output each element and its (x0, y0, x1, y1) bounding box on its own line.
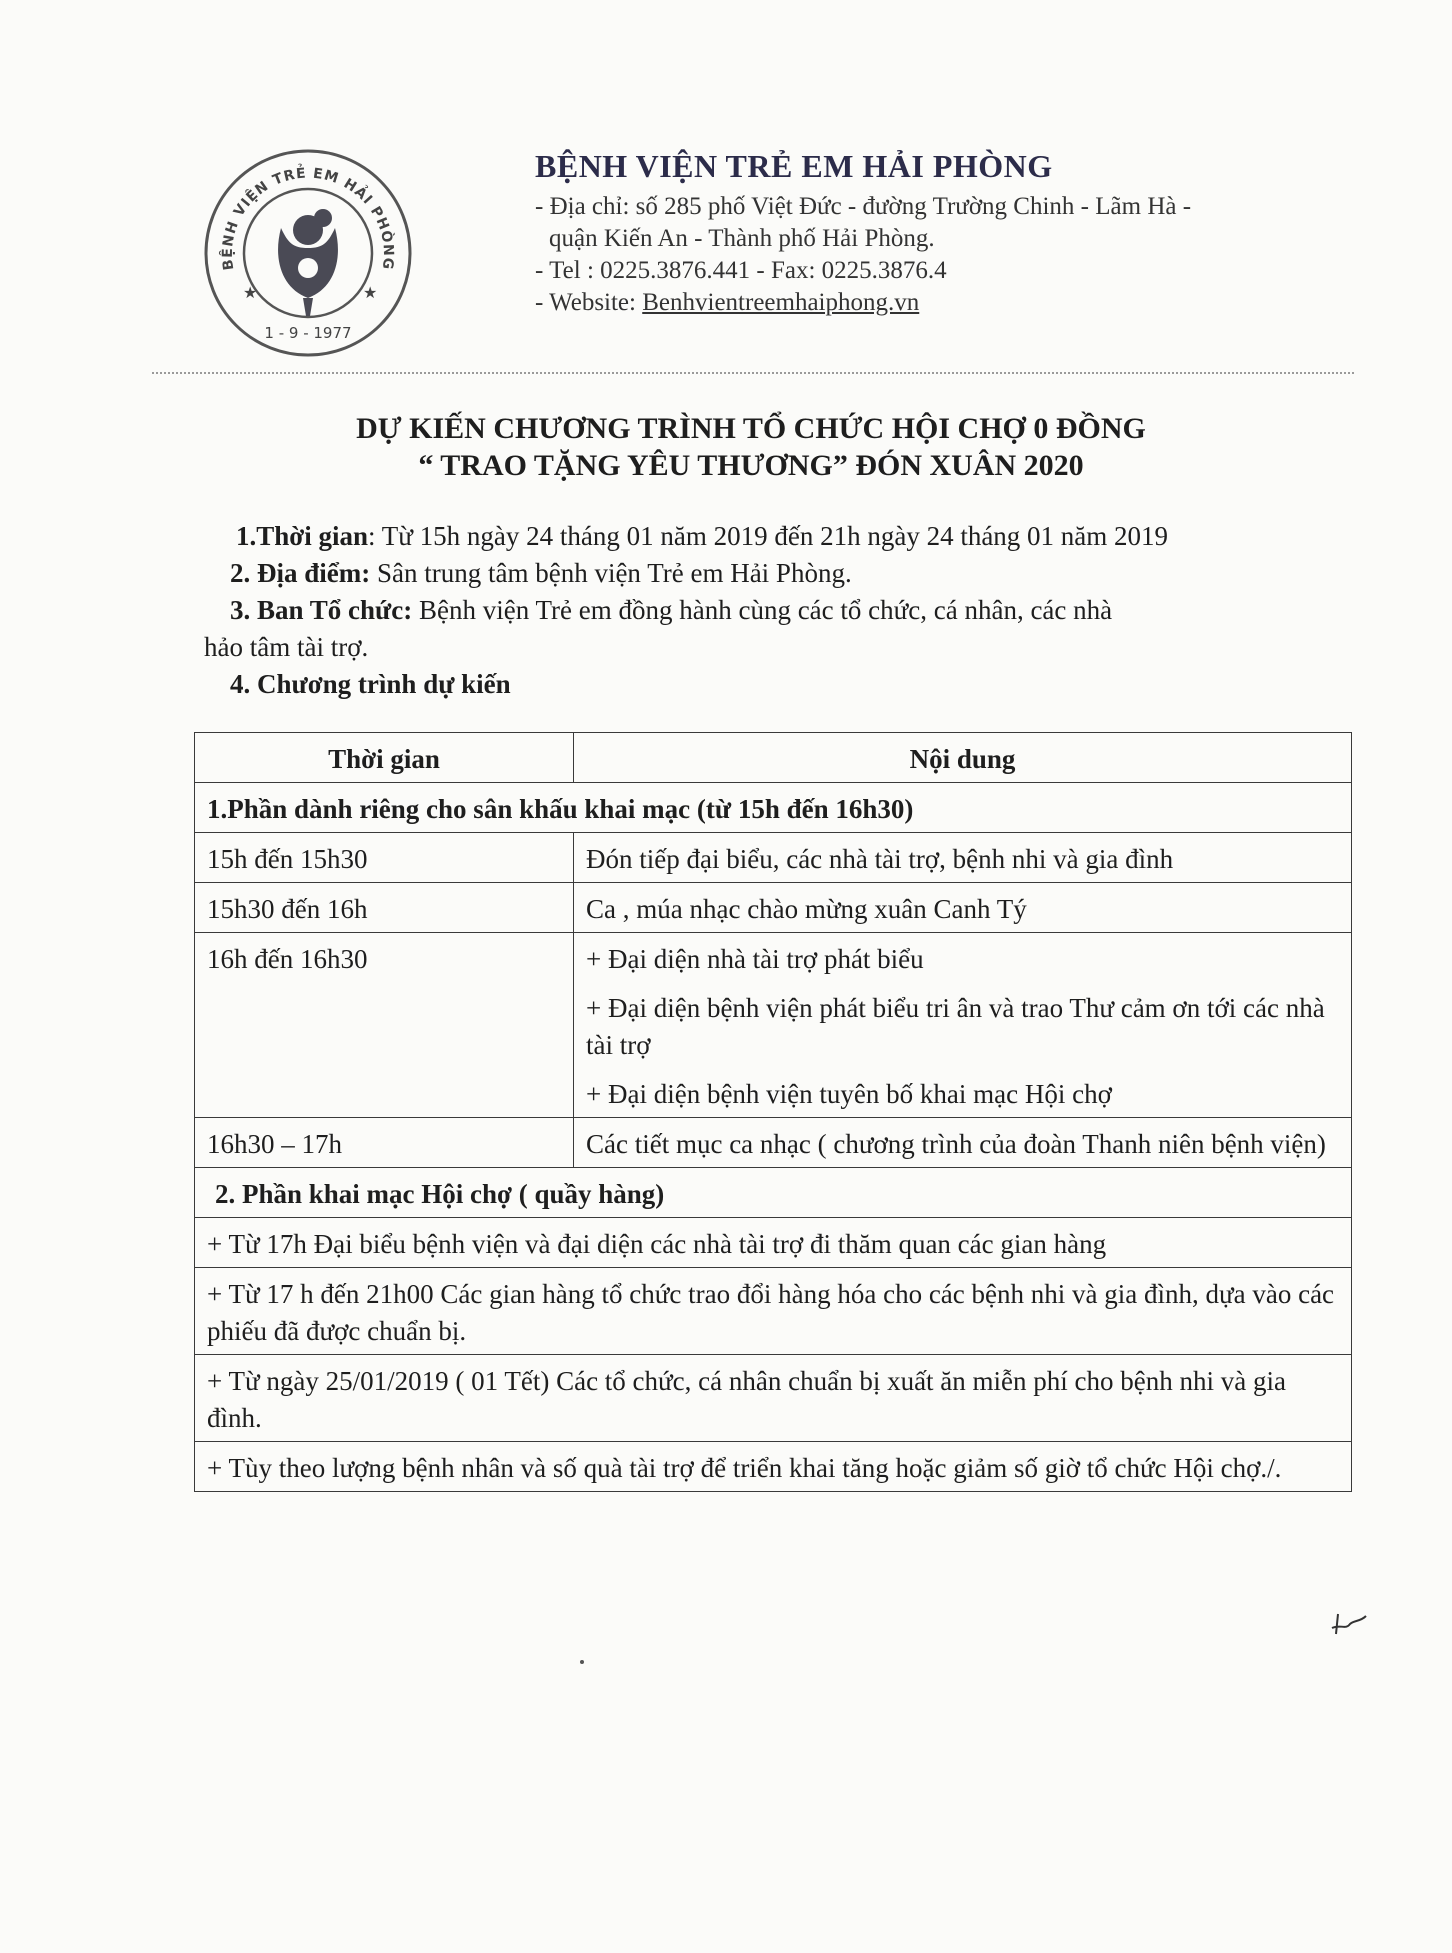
website-label: - Website: (535, 289, 643, 316)
section-time (206, 518, 1326, 555)
svg-text:1 - 9 - 1977: 1 - 9 - 1977 (264, 324, 352, 342)
section-organizer-label: 3. Ban Tổ chức: (230, 595, 413, 625)
part2-title: 2. Phần khai mạc Hội chợ ( quầy hàng) (195, 1168, 1352, 1218)
hospital-seal-logo (203, 148, 413, 358)
table-row (195, 1218, 1352, 1268)
row-content-line: + Đại diện bệnh viện phát biểu tri ân và trao Thư cảm ơn tới các nhà tài trợ (586, 993, 1325, 1060)
organization-header (535, 148, 1335, 319)
header-content: Nội dung (574, 733, 1352, 783)
section-organizer-cont: hảo tâm tài trợ. (204, 632, 369, 662)
row-content: Đón tiếp đại biểu, các nhà tài trợ, bệnh nhi và gia đình (574, 833, 1352, 883)
row-content-line: + Đại diện bệnh viện tuyên bố khai mạc Hội chợ (586, 1079, 1112, 1109)
org-name: BỆNH VIỆN TRẺ EM HẢI PHÒNG (535, 148, 1053, 184)
svg-text:BỆNH VIỆN TRẺ EM HẢI PHÒNG: BỆNH VIỆN TRẺ EM HẢI PHÒNG (219, 165, 397, 272)
title-line-1: DỰ KIẾN CHƯƠNG TRÌNH TỔ CHỨC HỘI CHỢ 0 ĐỒNG (356, 412, 1146, 445)
table-row (195, 1268, 1352, 1355)
part2-item: + Tùy theo lượng bệnh nhân và số quà tài trợ để triển khai tăng hoặc giảm số giờ tổ chức Hội chợ./. (195, 1442, 1352, 1492)
row-time: 16h đến 16h30 (195, 933, 574, 1118)
table-row (195, 1442, 1352, 1492)
part2-title-row (195, 1168, 1352, 1218)
part1-title-row (195, 783, 1352, 833)
section-program (206, 666, 1326, 703)
section-organizer-text: Bệnh viện Trẻ em đồng hành cùng các tổ chức, cá nhân, các nhà (412, 595, 1113, 625)
section-program-label: 4. Chương trình dự kiến (230, 669, 511, 699)
row-time: 16h30 – 17h (195, 1118, 574, 1168)
website-link[interactable]: Benhvientreemhaiphong.vn (642, 289, 920, 316)
svg-text:★: ★ (243, 283, 258, 302)
row-content: Ca , múa nhạc chào mừng xuân Canh Tý (574, 883, 1352, 933)
part1-title: 1.Phần dành riêng cho sân khấu khai mạc (từ 15h đến 16h30) (195, 783, 1352, 833)
row-time: 15h30 đến 16h (195, 883, 574, 933)
part2-item: + Từ 17h Đại biểu bệnh viện và đại diện các nhà tài trợ đi thăm quan các gian hàng (195, 1218, 1352, 1268)
scan-speck (580, 1660, 584, 1664)
website-line (535, 287, 1335, 319)
row-content: Các tiết mục ca nhạc ( chương trình của đoàn Thanh niên bệnh viện) (574, 1118, 1352, 1168)
part2-item: + Từ 17 h đến 21h00 Các gian hàng tổ chức trao đổi hàng hóa cho các bệnh nhi và gia đình, dựa vào các phiếu đã được chuẩn bị. (195, 1268, 1352, 1355)
row-time: 15h đến 15h30 (195, 833, 574, 883)
header-time: Thời gian (195, 733, 574, 783)
section-time-label: 1.Thời gian (236, 521, 368, 551)
table-row (195, 1355, 1352, 1442)
svg-text:★: ★ (363, 283, 378, 302)
section-location-text: Sân trung tâm bệnh viện Trẻ em Hải Phòng. (370, 558, 852, 588)
document-title (150, 410, 1352, 484)
tel-fax-line: - Tel : 0225.3876.441 - Fax: 0225.3876.4 (535, 257, 947, 284)
address-line-1: - Địa chỉ: số 285 phố Việt Đức - đường Trường Chinh - Lãm Hà - (535, 193, 1192, 220)
table-row (195, 933, 1352, 1118)
section-location (206, 555, 1326, 592)
initials-signature (1330, 1610, 1370, 1640)
info-sections (206, 518, 1326, 703)
section-location-label: 2. Địa điểm: (230, 558, 371, 588)
row-content-line: + Đại diện nhà tài trợ phát biểu (586, 944, 924, 974)
schedule-table (194, 732, 1352, 1492)
header-divider (152, 372, 1354, 374)
section-organizer (206, 592, 1326, 629)
table-row (195, 1118, 1352, 1168)
address-line-2: quận Kiến An - Thành phố Hải Phòng. (549, 225, 935, 252)
row-content (574, 933, 1352, 1118)
table-header-row (195, 733, 1352, 783)
table-row (195, 833, 1352, 883)
section-time-text: : Từ 15h ngày 24 tháng 01 năm 2019 đến 21h ngày 24 tháng 01 năm 2019 (368, 521, 1169, 551)
part2-item: + Từ ngày 25/01/2019 ( 01 Tết) Các tổ chức, cá nhân chuẩn bị xuất ăn miễn phí cho bệnh nhi và gia đình. (195, 1355, 1352, 1442)
title-line-2: “ TRAO TẶNG YÊU THƯƠNG” ĐÓN XUÂN 2020 (418, 449, 1084, 482)
table-row (195, 883, 1352, 933)
